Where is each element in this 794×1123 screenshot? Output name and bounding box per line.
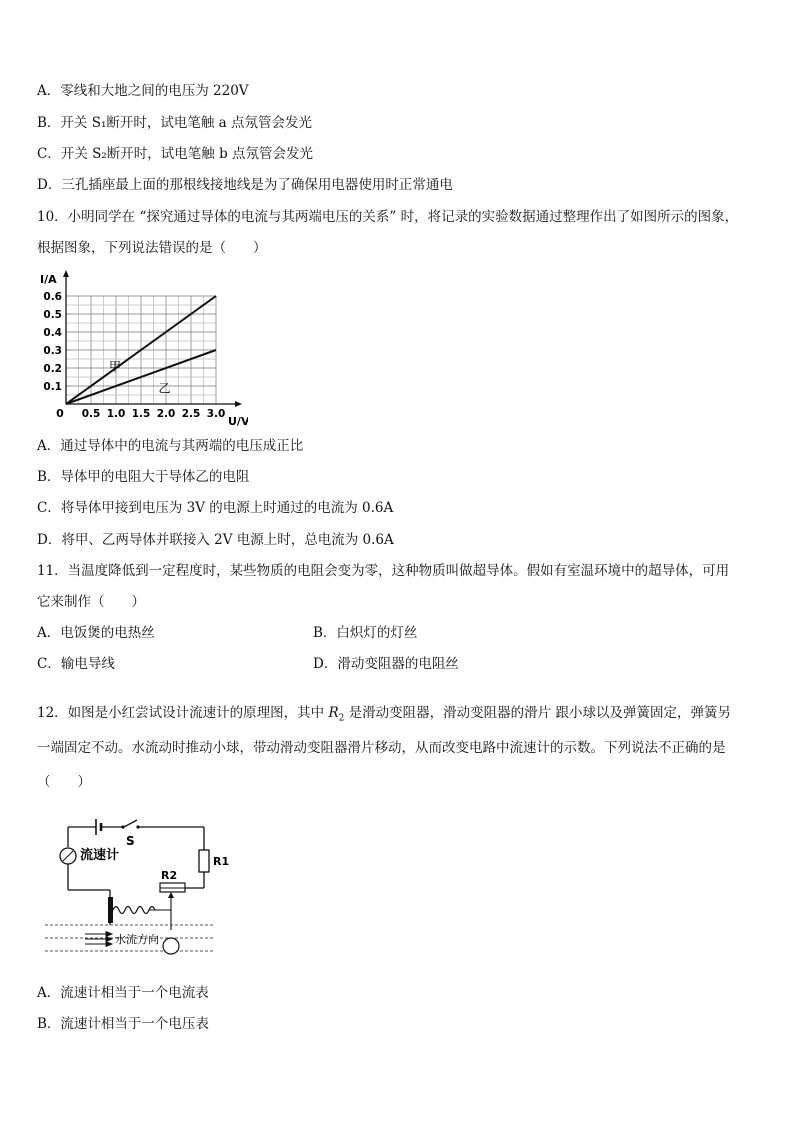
y-axis-label: I/A bbox=[40, 273, 57, 286]
q10-option-c: C．将导体甲接到电压为 3V 的电源上时通过的电流为 0.6A bbox=[37, 500, 394, 516]
y-tick-label: 0.5 bbox=[43, 309, 62, 321]
q9-option-a: A．零线和大地之间的电压为 220V bbox=[37, 83, 249, 99]
switch-lever bbox=[124, 820, 137, 827]
slider-arrow-icon bbox=[168, 892, 174, 898]
ball bbox=[163, 938, 179, 954]
q9-option-b: B．开关 S₁断开时，试电笔触 a 点氖管会发光 bbox=[37, 115, 313, 131]
y-tick-label: 0.4 bbox=[43, 327, 62, 339]
q11-stem-line2: 它来制作（ ） bbox=[37, 594, 145, 610]
r2-label: R2 bbox=[161, 869, 178, 882]
flow-meter-label: 流速计 bbox=[80, 848, 120, 863]
x-tick-label: 2.5 bbox=[181, 408, 201, 420]
q12-circuit-diagram bbox=[40, 815, 240, 974]
q11-option-d: D．滑动变阻器的电阻丝 bbox=[313, 656, 459, 672]
q12-option-b: B．流速计相当于一个电压表 bbox=[37, 1016, 209, 1032]
fixed-plate bbox=[108, 897, 113, 923]
y-axis-arrow-icon bbox=[63, 270, 69, 277]
x-tick-label: 3.0 bbox=[206, 408, 226, 420]
q11-option-b: B．白炽灯的灯丝 bbox=[313, 625, 418, 641]
x-axis-arrow-icon bbox=[235, 401, 242, 407]
q10-graph bbox=[36, 266, 248, 435]
flow-arrows-icon bbox=[85, 932, 112, 947]
resistor-r2 bbox=[160, 883, 185, 892]
r1-label: R1 bbox=[213, 855, 230, 868]
q10-option-a: A．通过导体中的电流与其两端的电压成正比 bbox=[37, 438, 304, 454]
q10-option-d: D．将甲、乙两导体并联接入 2V 电源上时，总电流为 0.6A bbox=[37, 532, 394, 548]
q10-stem-line1: 10．小明同学在 “探究通过导体的电流与其两端电压的关系” 时，将记录的实验数据通过整理作出了如图所示的图象， bbox=[37, 209, 739, 225]
q10-option-b: B．导体甲的电阻大于导体乙的电阻 bbox=[37, 469, 250, 485]
x-tick-label: 1.5 bbox=[131, 408, 151, 420]
q12-stem-line2: 一端固定不动。水流动时推动小球，带动滑动变阻器滑片移动，从而改变电路中流速计的示数。下列说法不正确的是 bbox=[37, 740, 726, 756]
x-tick-label: 1.0 bbox=[106, 408, 126, 420]
q11-stem-line1: 11．当温度降低到一定程度时，某些物质的电阻会变为零，这种物质叫做超导体。假如有室温环境中的超导体，可用 bbox=[37, 563, 730, 579]
y-tick-label: 0.2 bbox=[43, 363, 62, 375]
x-tick-label: 0.5 bbox=[81, 408, 101, 420]
flow-direction-label: 水流方向 bbox=[115, 933, 159, 946]
q12-stem-line3: （ ） bbox=[37, 774, 91, 790]
switch-label: S bbox=[126, 834, 135, 848]
y-tick-label: 0.1 bbox=[43, 381, 62, 393]
q9-option-c: C．开关 S₂断开时，试电笔触 b 点氖管会发光 bbox=[37, 146, 314, 162]
spring-icon bbox=[113, 907, 155, 914]
q12-option-a: A．流速计相当于一个电流表 bbox=[37, 985, 209, 1001]
resistor-r1 bbox=[199, 850, 209, 872]
q10-stem-line2: 根据图象，下列说法错误的是（ ） bbox=[37, 240, 267, 256]
series-name-label: 甲 bbox=[109, 359, 122, 374]
q11-option-a: A．电饭煲的电热丝 bbox=[37, 625, 155, 641]
q9-option-d: D．三孔插座最上面的那根线接地线是为了确保用电器使用时正常通电 bbox=[37, 177, 453, 193]
series-name-label: 乙 bbox=[158, 381, 171, 396]
x-tick-label: 2.0 bbox=[156, 408, 176, 420]
y-tick-label: 0.6 bbox=[43, 291, 62, 303]
y-tick-label: 0.3 bbox=[43, 345, 62, 357]
q11-option-c: C．输电导线 bbox=[37, 656, 115, 672]
origin-label: 0 bbox=[56, 407, 64, 420]
x-axis-label: U/V bbox=[228, 415, 248, 428]
q12-stem-line1: 12．如图是小红尝试设计流速计的原理图，其中 $R_2$ 是滑动变阻器，滑动变阻器的滑片 跟小球以及弹簧固定，弹簧另 bbox=[37, 705, 731, 724]
